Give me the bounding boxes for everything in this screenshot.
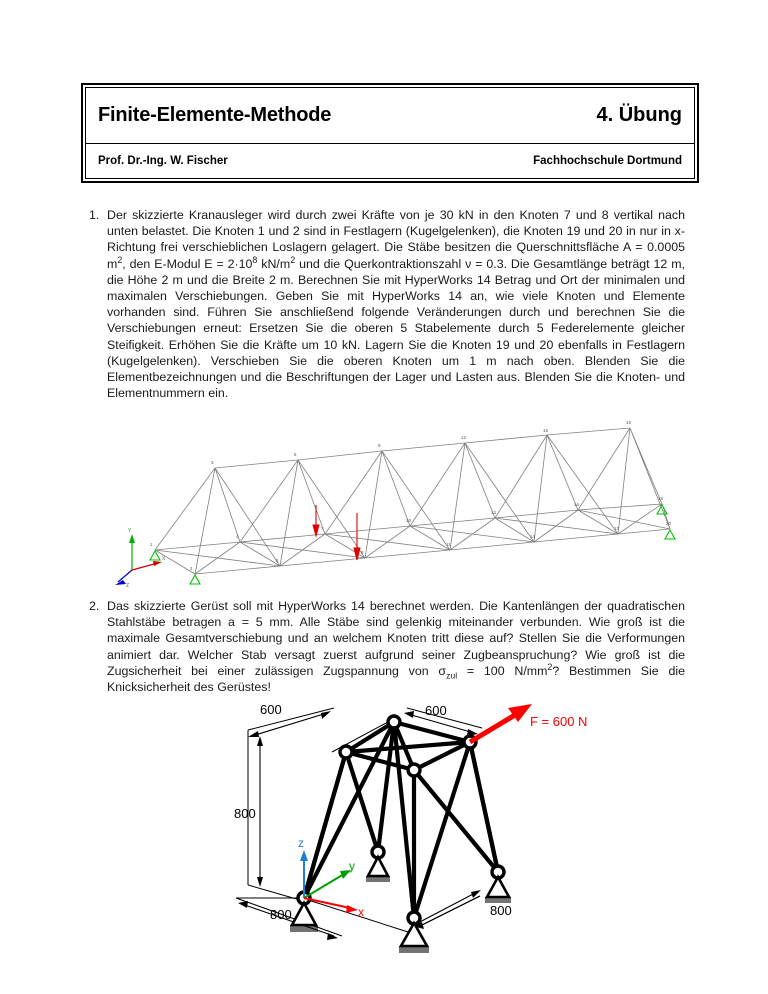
document-header <box>81 83 699 183</box>
truss-node-label: 14 <box>530 534 535 539</box>
truss-node-label: 20 <box>666 521 671 526</box>
support-symbol <box>366 857 390 882</box>
dim-arrow-head <box>321 711 331 719</box>
support-symbol <box>485 877 511 903</box>
force-label: F = 600 N <box>530 714 588 729</box>
dim-label-top-right: 600 <box>425 703 447 718</box>
truss-node-label: 17 <box>614 526 619 531</box>
axis-z-label: Z <box>126 583 130 589</box>
dim-top-right <box>404 703 478 736</box>
exercise-number: 4. Übung <box>596 104 682 126</box>
truss-node-label: 16 <box>574 502 579 507</box>
truss-node-label: 15 <box>543 428 548 433</box>
truss-axis-triad <box>115 528 166 589</box>
truss-node-label: 7 <box>321 526 324 531</box>
joint-node <box>340 746 352 758</box>
truss-svg <box>110 420 671 590</box>
dim-arrow-head <box>404 711 414 718</box>
truss-node-label: 6 <box>294 452 297 457</box>
task-2-part-1: Das skizzierte Gerüst soll mit HyperWorks 14 berechnet werden. Die Kantenlängen der quadratischen Stahlstäbe betragen a = 5 mm. Alle Stäbe sind gelenkig miteinander verbunden. Wie groß ist die maximale Gesamtverschiebung und an welchem Knoten tritt diese auf? Stellen Sie die Verformungen animiert dar. Welcher Stab versagt zuerst aufgrund seiner Zugbeanspruchung? Wie groß ist die Zugsicherheit bei einer zulässigen Zugspannung von σ <box>107 599 685 678</box>
truss-node-label: 9 <box>378 443 381 448</box>
dim-label-height: 800 <box>234 806 256 821</box>
truss-node-label: 4 <box>236 534 239 539</box>
truss-members <box>155 428 670 574</box>
truss-node-label: 5 <box>276 558 279 563</box>
dim-base-front <box>238 901 338 940</box>
truss-node-label: 12 <box>461 435 466 440</box>
task-2-part-2: = 100 N/mm <box>457 663 548 678</box>
axis-y-label: y <box>349 859 355 873</box>
axis-z-label: z <box>298 836 304 850</box>
joint-node <box>408 764 420 776</box>
page-title: Finite-Elemente-Methode <box>98 104 332 126</box>
task-1 <box>87 207 685 401</box>
axis-x-head <box>346 905 358 913</box>
force-arrow <box>470 704 587 742</box>
header-title-row <box>86 88 694 144</box>
task-1-number: 1. <box>89 208 100 222</box>
truss-figure <box>110 420 671 590</box>
truss-node-label: 18 <box>626 420 631 425</box>
task-1-part-2: , den E-Modul E = 2·10 <box>122 256 253 271</box>
truss-node-label: 8 <box>361 550 364 555</box>
scaffold-figure <box>212 700 592 980</box>
axis-z-head <box>300 850 308 861</box>
truss-node-label: 10 <box>406 518 411 523</box>
axis-y-head <box>129 534 135 543</box>
task-1-part-4: und die Querkontraktionszahl ν = 0.3. Die Gesamtlänge beträgt 12 m, die Höhe 2 m und die Breite 2 m. Berechnen Sie mit HyperWorks 14 Betrag und Ort der minimalen und maximalen Verschiebungen. Geben Sie mit HyperWorks 14 an, wie viele Knoten und Elemente vorhanden sind. Führen Sie anschließend folgende Veränderungen durch und berechnen Sie die Verschiebungen erneut: Ersetzen Sie die oberen 5 Stabelemente durch 5 Federelemente gleicher Steifigkeit. Erhöhen Sie die Kräfte um 10 kN. Lagern Sie die Knoten 19 und 20 ebenfalls in Festlagern (Kugelgelenken). Verschieben Sie die oberen Knoten um 1 m nach oben. Blenden Sie die Elementbezeichnungen und die Beschriftungen der Lager und Lasten aus. Blenden Sie die Knoten- und Elementnummern ein. <box>107 256 685 401</box>
institution-name: Fachhochschule Dortmund <box>533 155 682 167</box>
truss-node-label: 1 <box>150 542 153 547</box>
joint-node <box>388 716 400 728</box>
truss-node-label: 19 <box>658 496 663 501</box>
header-subtitle-row <box>86 144 694 178</box>
axis-x-label: X <box>162 556 166 562</box>
dim-label-base-front: 800 <box>270 907 292 922</box>
dim-arrow-head <box>257 736 263 746</box>
support-icon <box>190 575 200 584</box>
truss-node-label: 3 <box>211 460 214 465</box>
task-1-sup-1: 2 <box>117 254 123 265</box>
truss-node-label: 2 <box>190 566 193 571</box>
support-icon <box>665 530 675 539</box>
task-2 <box>87 598 685 695</box>
dim-arrow-head <box>238 901 248 908</box>
dim-arrow-head <box>248 731 259 737</box>
task-1-part-3: kN/m <box>257 256 291 271</box>
task-2-sub-1: zul <box>446 670 458 681</box>
scaffold-svg <box>212 700 592 980</box>
support-symbol <box>399 923 429 953</box>
dim-label-base-right: 800 <box>490 903 512 918</box>
dim-arrow-head <box>257 877 263 887</box>
task-2-sup-1: 2 <box>547 661 553 672</box>
dim-label-top-left: 600 <box>260 702 282 717</box>
truss-node-labels <box>150 420 671 571</box>
axis-y-label: Y <box>128 528 132 534</box>
truss-node-label: 11 <box>446 542 451 547</box>
task-1-sup-3: 2 <box>290 254 296 265</box>
task-1-layout <box>87 207 685 401</box>
truss-node-label: 13 <box>491 510 496 515</box>
professor-name: Prof. Dr.-Ing. W. Fischer <box>98 155 228 167</box>
task-2-part-3: ? Bestimmen Sie die Knicksicherheit des Gerüstes! <box>107 663 685 695</box>
header-inner-frame <box>85 87 695 179</box>
task-2-layout <box>87 598 685 695</box>
axis-x-head <box>153 561 162 566</box>
truss-load-arrows <box>313 505 360 560</box>
axis-z-head <box>115 580 126 585</box>
axis-z-line <box>118 570 132 582</box>
task-2-number: 2. <box>89 599 100 613</box>
task-1-part-1: Der skizzierte Kranausleger wird durch zwei Kräfte von je 30 kN in den Knoten 7 und 8 vertikal nach unten belastet. Die Knoten 1 und 2 sind in Festlagern (Kugelgelenken), die Knoten 19 und 20 in nur in x-Richtung frei verschieblichen Loslagern gelagert. Die Stäbe besitzen die Querschnittsfläche A = 0.0005 m <box>107 208 685 271</box>
truss-supports <box>150 505 675 584</box>
support-symbol <box>290 903 318 932</box>
axis-x-label: x <box>358 905 364 919</box>
task-1-text <box>107 207 685 401</box>
task-2-text <box>107 598 685 695</box>
task-1-sup-2: 8 <box>252 254 258 265</box>
